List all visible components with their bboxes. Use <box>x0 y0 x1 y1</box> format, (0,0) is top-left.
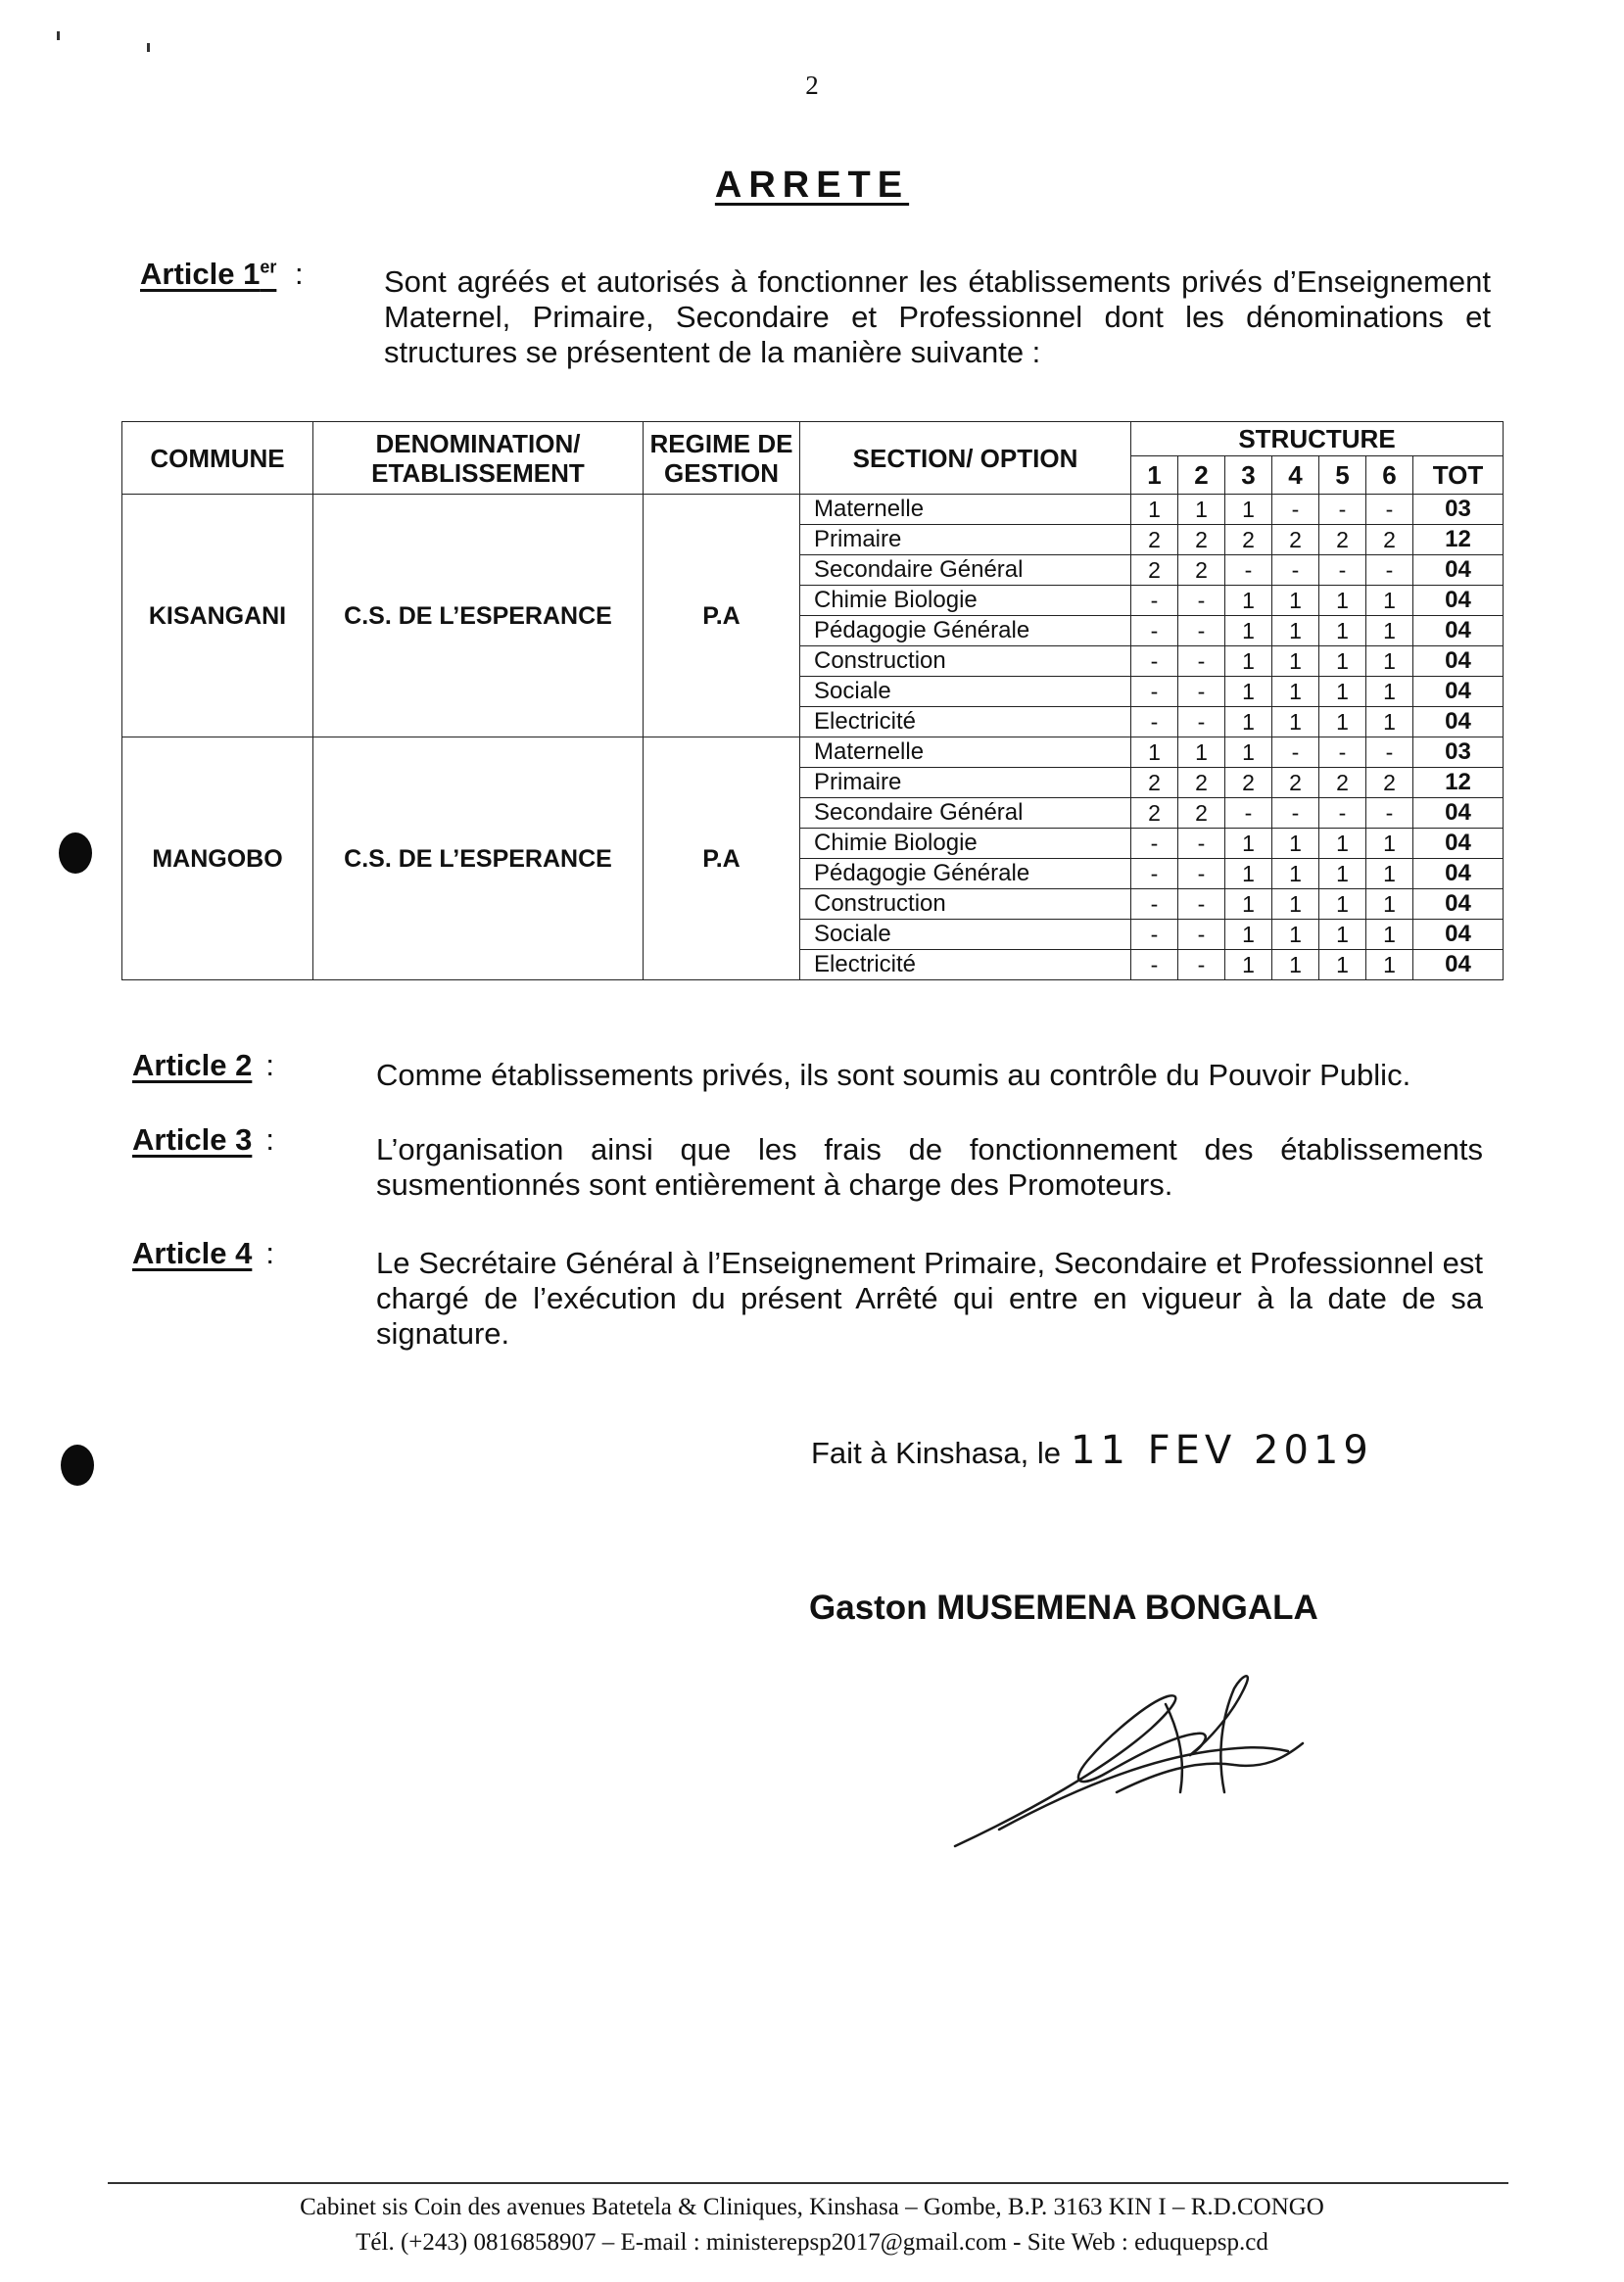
article-3-label: Article 3 : <box>132 1122 274 1157</box>
year-cell: 2 <box>1131 798 1178 829</box>
year-cell: 2 <box>1272 525 1319 555</box>
section-cell: Pédagogie Générale <box>800 859 1131 889</box>
section-cell: Construction <box>800 889 1131 920</box>
year-cell: 2 <box>1131 768 1178 798</box>
year-cell: - <box>1131 707 1178 737</box>
year-cell: 1 <box>1272 859 1319 889</box>
year-cell: 2 <box>1131 555 1178 586</box>
article-2-text: Comme établissements privés, ils sont soumis au contrôle du Pouvoir Public. <box>376 1058 1411 1092</box>
year-cell: 1 <box>1319 646 1366 677</box>
year-cell: 1 <box>1225 829 1272 859</box>
year-cell: - <box>1225 798 1272 829</box>
year-cell: - <box>1319 555 1366 586</box>
table-row <box>122 495 1504 525</box>
year-cell: 1 <box>1178 495 1225 525</box>
year-cell: - <box>1272 798 1319 829</box>
year-cell: - <box>1319 495 1366 525</box>
year-cell: 1 <box>1319 859 1366 889</box>
year-cell: - <box>1178 829 1225 859</box>
year-cell: 1 <box>1319 586 1366 616</box>
year-cell: 1 <box>1366 616 1413 646</box>
header-year: 3 <box>1225 456 1272 495</box>
section-cell: Chimie Biologie <box>800 829 1131 859</box>
structure-table <box>121 421 1504 980</box>
year-cell: 1 <box>1319 829 1366 859</box>
year-cell: - <box>1178 586 1225 616</box>
year-cell: 1 <box>1225 616 1272 646</box>
total-cell: 03 <box>1413 737 1504 768</box>
header-regime: REGIME DE GESTION <box>644 422 800 495</box>
total-cell: 04 <box>1413 889 1504 920</box>
article-1-text: Sont agréés et autorisés à fonctionner les établissements privés d’Enseignement Maternel, Primaire, Secondaire et Professionnel dont les dénominations et structures se présentent de la manière suivante : <box>384 264 1491 369</box>
year-cell: 1 <box>1366 920 1413 950</box>
table-row <box>122 737 1504 768</box>
regime-cell: P.A <box>644 737 800 980</box>
section-cell: Primaire <box>800 768 1131 798</box>
year-cell: - <box>1178 616 1225 646</box>
year-cell: 2 <box>1366 525 1413 555</box>
year-cell: - <box>1366 555 1413 586</box>
section-cell: Primaire <box>800 525 1131 555</box>
year-cell: - <box>1131 586 1178 616</box>
total-cell: 04 <box>1413 677 1504 707</box>
year-cell: 1 <box>1366 707 1413 737</box>
total-cell: 04 <box>1413 859 1504 889</box>
section-cell: Pédagogie Générale <box>800 616 1131 646</box>
total-cell: 12 <box>1413 525 1504 555</box>
year-cell: 1 <box>1225 707 1272 737</box>
year-cell: 1 <box>1272 616 1319 646</box>
year-cell: 2 <box>1366 768 1413 798</box>
header-year: 5 <box>1319 456 1366 495</box>
header-structure: STRUCTURE <box>1131 422 1504 456</box>
denomination-cell: C.S. DE L’ESPERANCE <box>313 737 644 980</box>
year-cell: - <box>1178 646 1225 677</box>
year-cell: 2 <box>1272 768 1319 798</box>
header-year: 2 <box>1178 456 1225 495</box>
header-commune: COMMUNE <box>122 422 313 495</box>
year-cell: - <box>1178 950 1225 980</box>
date-line <box>811 1428 1373 1473</box>
header-denomination: DENOMINATION/ ETABLISSEMENT <box>313 422 644 495</box>
article-4-label: Article 4 : <box>132 1236 274 1270</box>
denomination-cell: C.S. DE L’ESPERANCE <box>313 495 644 737</box>
year-cell: 1 <box>1366 859 1413 889</box>
commune-cell: KISANGANI <box>122 495 313 737</box>
total-cell: 12 <box>1413 768 1504 798</box>
total-cell: 04 <box>1413 950 1504 980</box>
total-cell: 04 <box>1413 920 1504 950</box>
year-cell: 1 <box>1225 495 1272 525</box>
year-cell: 1 <box>1272 586 1319 616</box>
section-cell: Electricité <box>800 950 1131 980</box>
section-cell: Sociale <box>800 677 1131 707</box>
year-cell: 2 <box>1178 525 1225 555</box>
signer-name: Gaston MUSEMENA BONGALA <box>809 1589 1318 1627</box>
year-cell: - <box>1319 737 1366 768</box>
year-cell: - <box>1178 677 1225 707</box>
header-section: SECTION/ OPTION <box>800 422 1131 495</box>
section-cell: Construction <box>800 646 1131 677</box>
year-cell: - <box>1272 737 1319 768</box>
year-cell: 2 <box>1178 768 1225 798</box>
total-cell: 03 <box>1413 495 1504 525</box>
year-cell: 1 <box>1319 677 1366 707</box>
article-2-label: Article 2 : <box>132 1048 274 1082</box>
year-cell: - <box>1131 646 1178 677</box>
year-cell: - <box>1366 798 1413 829</box>
year-cell: 1 <box>1131 495 1178 525</box>
scan-mark <box>57 31 60 40</box>
year-cell: 1 <box>1225 677 1272 707</box>
year-cell: 1 <box>1225 737 1272 768</box>
year-cell: 1 <box>1131 737 1178 768</box>
total-cell: 04 <box>1413 707 1504 737</box>
year-cell: 1 <box>1319 707 1366 737</box>
year-cell: - <box>1131 677 1178 707</box>
year-cell: 1 <box>1272 646 1319 677</box>
date-prefix: Fait à Kinshasa, le <box>811 1436 1062 1470</box>
year-cell: 1 <box>1225 859 1272 889</box>
year-cell: - <box>1178 707 1225 737</box>
section-cell: Secondaire Général <box>800 555 1131 586</box>
footer-rule <box>108 2182 1508 2184</box>
header-year: 6 <box>1366 456 1413 495</box>
year-cell: - <box>1131 889 1178 920</box>
year-cell: - <box>1131 829 1178 859</box>
year-cell: 2 <box>1131 525 1178 555</box>
year-cell: - <box>1178 889 1225 920</box>
section-cell: Secondaire Général <box>800 798 1131 829</box>
section-cell: Maternelle <box>800 495 1131 525</box>
page-number: 2 <box>805 71 819 100</box>
year-cell: 2 <box>1225 525 1272 555</box>
year-cell: - <box>1131 859 1178 889</box>
total-cell: 04 <box>1413 555 1504 586</box>
year-cell: 1 <box>1319 950 1366 980</box>
year-cell: 1 <box>1366 586 1413 616</box>
year-cell: - <box>1178 920 1225 950</box>
scan-mark <box>147 43 150 52</box>
punch-hole <box>59 832 92 874</box>
year-cell: 1 <box>1366 646 1413 677</box>
year-cell: 1 <box>1272 920 1319 950</box>
year-cell: 1 <box>1178 737 1225 768</box>
year-cell: - <box>1225 555 1272 586</box>
year-cell: 2 <box>1319 525 1366 555</box>
commune-cell: MANGOBO <box>122 737 313 980</box>
regime-cell: P.A <box>644 495 800 737</box>
year-cell: - <box>1272 555 1319 586</box>
year-cell: - <box>1131 920 1178 950</box>
year-cell: - <box>1366 495 1413 525</box>
year-cell: - <box>1131 616 1178 646</box>
year-cell: 2 <box>1178 798 1225 829</box>
total-cell: 04 <box>1413 798 1504 829</box>
header-year: 4 <box>1272 456 1319 495</box>
year-cell: 1 <box>1319 616 1366 646</box>
total-cell: 04 <box>1413 646 1504 677</box>
section-cell: Chimie Biologie <box>800 586 1131 616</box>
year-cell: 1 <box>1366 829 1413 859</box>
total-cell: 04 <box>1413 616 1504 646</box>
header-tot: TOT <box>1413 456 1504 495</box>
section-cell: Maternelle <box>800 737 1131 768</box>
total-cell: 04 <box>1413 829 1504 859</box>
year-cell: - <box>1178 859 1225 889</box>
header-year: 1 <box>1131 456 1178 495</box>
footer-contact: Tél. (+243) 0816858907 – E-mail : ministerepsp2017@gmail.com - Site Web : eduquepsp.cd <box>356 2229 1268 2256</box>
date-stamp: 11 FEV 2019 <box>1071 1428 1373 1473</box>
year-cell: - <box>1272 495 1319 525</box>
year-cell: 1 <box>1225 889 1272 920</box>
section-cell: Sociale <box>800 920 1131 950</box>
article-1-label: Article 1er : <box>140 257 304 291</box>
year-cell: 1 <box>1272 707 1319 737</box>
document-heading: ARRETE <box>714 165 910 206</box>
year-cell: 1 <box>1366 950 1413 980</box>
year-cell: 1 <box>1319 920 1366 950</box>
punch-hole <box>61 1445 94 1486</box>
handwritten-signature <box>940 1645 1361 1880</box>
year-cell: 1 <box>1319 889 1366 920</box>
year-cell: 1 <box>1272 829 1319 859</box>
year-cell: 1 <box>1272 677 1319 707</box>
year-cell: 2 <box>1319 768 1366 798</box>
year-cell: - <box>1366 737 1413 768</box>
total-cell: 04 <box>1413 586 1504 616</box>
year-cell: 1 <box>1225 920 1272 950</box>
year-cell: 1 <box>1225 646 1272 677</box>
article-3-text: L’organisation ainsi que les frais de fonctionnement des établissements susmentionnés sont entièrement à charge des Promoteurs. <box>376 1132 1483 1202</box>
article-4-text: Le Secrétaire Général à l’Enseignement Primaire, Secondaire et Professionnel est chargé de l’exécution du présent Arrêté qui entre en vigueur à la date de sa signature. <box>376 1246 1483 1351</box>
year-cell: 1 <box>1366 889 1413 920</box>
year-cell: 1 <box>1272 950 1319 980</box>
year-cell: 2 <box>1178 555 1225 586</box>
year-cell: 2 <box>1225 768 1272 798</box>
year-cell: - <box>1131 950 1178 980</box>
year-cell: 1 <box>1225 950 1272 980</box>
year-cell: 1 <box>1272 889 1319 920</box>
year-cell: 1 <box>1225 586 1272 616</box>
section-cell: Electricité <box>800 707 1131 737</box>
year-cell: - <box>1319 798 1366 829</box>
footer-address: Cabinet sis Coin des avenues Batetela & Cliniques, Kinshasa – Gombe, B.P. 3163 KIN I – R.D.CONGO <box>300 2194 1324 2220</box>
year-cell: 1 <box>1366 677 1413 707</box>
